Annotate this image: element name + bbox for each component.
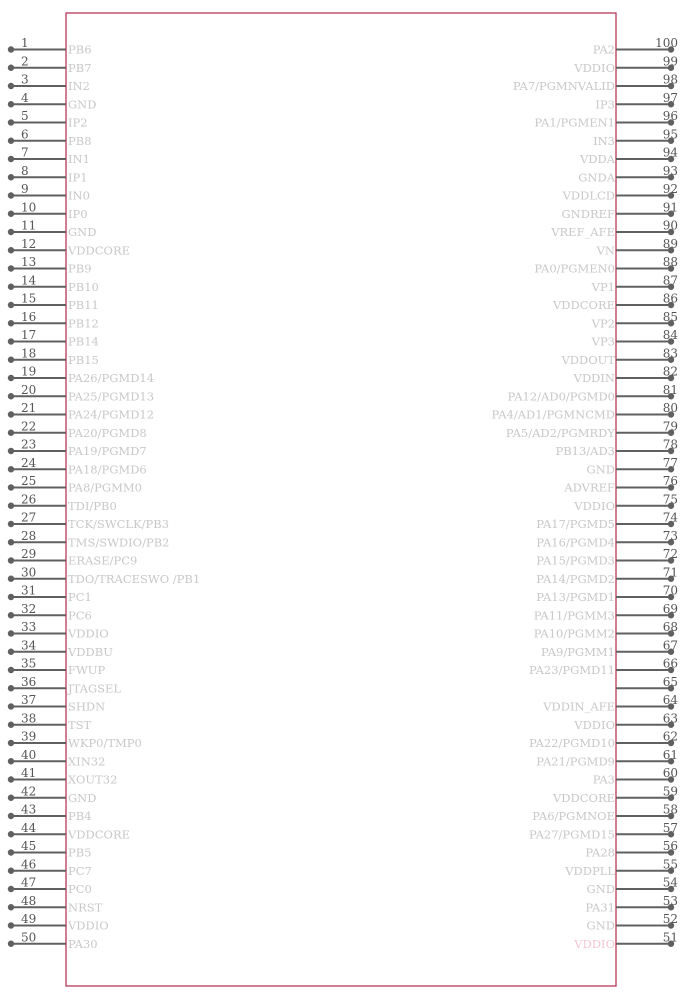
pin-number: 32 bbox=[21, 601, 37, 616]
pin-number: 59 bbox=[662, 784, 678, 799]
pin-number: 24 bbox=[21, 455, 37, 470]
pin-number: 51 bbox=[662, 930, 678, 945]
pin-number: 96 bbox=[662, 109, 678, 123]
pin-name: PB15 bbox=[68, 352, 99, 367]
pin-name: PA27/PGMD15 bbox=[528, 827, 615, 842]
pin-number: 36 bbox=[21, 674, 37, 689]
pin-69 bbox=[534, 602, 678, 623]
pin-endpoint-dot bbox=[8, 393, 14, 399]
pin-62 bbox=[529, 730, 678, 751]
pin-number: 13 bbox=[21, 255, 37, 269]
pin-name: PB10 bbox=[68, 279, 99, 294]
pin-number: 21 bbox=[21, 401, 37, 415]
pin-number: 6 bbox=[21, 127, 29, 142]
pin-number: 58 bbox=[662, 802, 678, 817]
pin-name: PA30 bbox=[68, 936, 98, 951]
pin-number: 34 bbox=[21, 638, 37, 653]
pin-number: 91 bbox=[662, 200, 678, 215]
pin-91 bbox=[561, 200, 678, 221]
pin-number: 54 bbox=[662, 875, 678, 890]
pin-number: 45 bbox=[21, 839, 37, 853]
pin-71 bbox=[536, 565, 678, 586]
pin-number: 44 bbox=[21, 820, 37, 835]
pin-number: 70 bbox=[662, 583, 678, 598]
pin-name: WKP0/TMP0 bbox=[68, 736, 142, 750]
pin-98 bbox=[513, 73, 678, 94]
pin-number: 5 bbox=[21, 109, 29, 123]
pin-number: 43 bbox=[21, 802, 37, 817]
pin-name: PA21/PGMD9 bbox=[536, 754, 615, 769]
pin-name: PA12/AD0/PGMD0 bbox=[507, 389, 615, 404]
pin-name: PA20/PGMD8 bbox=[68, 425, 147, 440]
pin-name: VDDA bbox=[579, 152, 615, 166]
pin-name: VDDIO bbox=[68, 626, 109, 641]
pin-name: IN2 bbox=[68, 79, 90, 93]
pin-name: GND bbox=[586, 462, 615, 477]
pin-name: PA1/PGMEN1 bbox=[534, 115, 615, 130]
pin-number: 37 bbox=[21, 693, 37, 707]
pin-number: 4 bbox=[21, 90, 29, 105]
pin-name: VP3 bbox=[591, 334, 615, 349]
pin-name: VREF_AFE bbox=[551, 225, 615, 239]
pin-endpoint-dot bbox=[8, 466, 14, 472]
pin-number: 57 bbox=[662, 820, 678, 835]
pin-endpoint-dot bbox=[8, 685, 14, 691]
pin-number: 83 bbox=[662, 346, 678, 361]
pin-name: GNDREF bbox=[561, 206, 615, 221]
pin-endpoint-dot bbox=[8, 174, 14, 180]
pin-51 bbox=[573, 930, 678, 951]
pin-number: 55 bbox=[662, 857, 678, 872]
pin-endpoint-dot bbox=[8, 484, 14, 490]
pin-number: 28 bbox=[21, 528, 37, 543]
pin-name: PB9 bbox=[68, 261, 92, 276]
pin-5 bbox=[8, 109, 88, 130]
pin-number: 88 bbox=[662, 255, 678, 269]
pin-endpoint-dot bbox=[8, 46, 14, 52]
pin-name: PA24/PGMD12 bbox=[68, 407, 155, 422]
pin-endpoint-dot bbox=[8, 886, 14, 892]
pin-number: 19 bbox=[21, 364, 37, 379]
pin-number: 49 bbox=[21, 912, 37, 926]
pin-endpoint-dot bbox=[8, 612, 14, 618]
pin-name: GND bbox=[68, 225, 97, 239]
pin-name: IN0 bbox=[68, 188, 90, 203]
pin-name: VP1 bbox=[591, 279, 615, 294]
pin-endpoint-dot bbox=[8, 430, 14, 436]
pin-endpoint-dot bbox=[8, 265, 14, 271]
pin-number: 82 bbox=[662, 364, 678, 379]
pin-name: TMS/SWDIO/PB2 bbox=[68, 535, 170, 550]
pin-name: GND bbox=[68, 97, 97, 112]
pin-name: PA18/PGMD6 bbox=[68, 462, 147, 477]
pin-name: PA23/PGMD11 bbox=[528, 663, 615, 677]
pin-number: 97 bbox=[662, 90, 678, 105]
pin-endpoint-dot bbox=[8, 411, 14, 417]
pin-number: 84 bbox=[662, 328, 678, 342]
pin-name: VDDIO bbox=[574, 60, 615, 75]
pin-number: 22 bbox=[21, 419, 37, 434]
pin-number: 66 bbox=[662, 656, 678, 671]
pin-number: 67 bbox=[662, 638, 678, 653]
pin-number: 23 bbox=[21, 437, 37, 452]
pin-name: PA11/PGMM3 bbox=[533, 608, 615, 623]
pin-name: VDDIN bbox=[573, 371, 615, 385]
pin-endpoint-dot bbox=[8, 594, 14, 600]
pin-endpoint-dot bbox=[8, 338, 14, 344]
pin-number: 20 bbox=[21, 382, 37, 397]
pin-number: 99 bbox=[662, 54, 678, 69]
pin-90 bbox=[550, 219, 678, 240]
pin-number: 62 bbox=[662, 729, 678, 744]
pin-endpoint-dot bbox=[8, 211, 14, 217]
pin-name: PB11 bbox=[68, 298, 99, 312]
pin-endpoint-dot bbox=[8, 503, 14, 509]
pin-name: GND bbox=[586, 882, 615, 896]
pin-name: PB5 bbox=[68, 845, 92, 860]
pin-endpoint-dot bbox=[8, 156, 14, 162]
pin-57 bbox=[529, 821, 678, 842]
pin-number: 11 bbox=[21, 218, 37, 233]
pin-name: PA0/PGMEN0 bbox=[534, 261, 615, 276]
pin-number: 53 bbox=[662, 893, 678, 908]
pin-number: 33 bbox=[21, 620, 37, 634]
pin-70 bbox=[536, 584, 678, 605]
pin-name: PA4/AD1/PGMNCMD bbox=[491, 407, 615, 422]
pin-number: 85 bbox=[662, 309, 678, 324]
pin-number: 56 bbox=[662, 839, 678, 853]
pin-number: 71 bbox=[662, 565, 678, 580]
pin-number: 78 bbox=[662, 437, 678, 452]
pin-number: 30 bbox=[21, 565, 37, 580]
pin-name: SHDN bbox=[68, 699, 106, 714]
pin-name: PA16/PGMD4 bbox=[536, 535, 615, 550]
pin-name: IN3 bbox=[593, 133, 615, 148]
pin-number: 81 bbox=[662, 382, 678, 397]
pin-name: XIN32 bbox=[68, 754, 106, 769]
pin-number: 92 bbox=[662, 182, 678, 196]
pin-name: PA10/PGMM2 bbox=[533, 626, 615, 641]
pin-79 bbox=[506, 419, 678, 440]
pin-name: IP0 bbox=[68, 206, 88, 221]
pin-name: PC1 bbox=[68, 590, 92, 604]
pin-96 bbox=[534, 109, 678, 130]
pin-number: 48 bbox=[21, 893, 37, 908]
pin-name: PA19/PGMD7 bbox=[68, 444, 147, 458]
pin-endpoint-dot bbox=[8, 813, 14, 819]
pin-name: IN1 bbox=[68, 152, 90, 166]
pin-74 bbox=[536, 511, 678, 532]
pin-endpoint-dot bbox=[8, 357, 14, 363]
pin-number: 63 bbox=[662, 711, 678, 726]
pin-number: 52 bbox=[662, 912, 678, 926]
pin-73 bbox=[536, 529, 678, 550]
pin-number: 3 bbox=[21, 72, 29, 87]
pin-72 bbox=[536, 547, 678, 568]
left-pin-group bbox=[8, 36, 200, 951]
pin-8 bbox=[8, 164, 88, 185]
right-pin-group bbox=[492, 36, 679, 951]
pin-67 bbox=[541, 638, 678, 659]
pin-name: VDDIO bbox=[68, 918, 109, 933]
pin-name: PB14 bbox=[68, 334, 99, 349]
pin-endpoint-dot bbox=[8, 65, 14, 71]
pin-endpoint-dot bbox=[8, 138, 14, 144]
pin-number: 47 bbox=[21, 875, 37, 890]
pin-number: 95 bbox=[662, 127, 678, 142]
pin-name: VP2 bbox=[591, 316, 615, 331]
pin-76 bbox=[563, 474, 678, 495]
pin-number: 29 bbox=[21, 547, 37, 561]
pin-number: 100 bbox=[655, 36, 678, 50]
pin-endpoint-dot bbox=[8, 247, 14, 253]
pin-endpoint-dot bbox=[8, 630, 14, 636]
pin-endpoint-dot bbox=[8, 776, 14, 782]
pin-number: 15 bbox=[21, 291, 37, 306]
pin-endpoint-dot bbox=[8, 922, 14, 928]
pin-number: 25 bbox=[21, 474, 37, 488]
pin-name: VDDPLL bbox=[565, 863, 615, 878]
pin-number: 8 bbox=[21, 163, 29, 178]
pin-name: PC6 bbox=[68, 608, 92, 623]
pin-81 bbox=[508, 383, 678, 404]
pin-endpoint-dot bbox=[8, 101, 14, 107]
pin-name: PB4 bbox=[68, 809, 92, 823]
pin-name: VDDIO bbox=[574, 498, 615, 513]
pin-number: 72 bbox=[662, 547, 678, 561]
pin-name: GND bbox=[586, 918, 615, 933]
pin-endpoint-dot bbox=[8, 904, 14, 910]
pin-number: 42 bbox=[21, 784, 37, 799]
pin-name: PB13/AD3 bbox=[555, 444, 615, 458]
pin-name: VDDIO bbox=[574, 936, 615, 951]
pin-name: XOUT32 bbox=[68, 772, 118, 787]
pin-number: 98 bbox=[662, 72, 678, 87]
pin-name: TCK/SWCLK/PB3 bbox=[68, 517, 170, 531]
pin-number: 1 bbox=[21, 36, 29, 50]
pin-number: 17 bbox=[21, 328, 37, 342]
pin-number: 26 bbox=[21, 492, 37, 507]
pin-number: 40 bbox=[21, 747, 37, 762]
pin-endpoint-dot bbox=[8, 849, 14, 855]
pin-name: VDDIO bbox=[574, 717, 615, 732]
pin-name: PA5/AD2/PGMRDY bbox=[505, 425, 615, 440]
pin-number: 46 bbox=[21, 857, 37, 872]
pin-number: 7 bbox=[21, 145, 29, 160]
pin-number: 89 bbox=[662, 236, 678, 251]
pin-endpoint-dot bbox=[8, 795, 14, 801]
pin-name: VDDCORE bbox=[552, 790, 615, 805]
pin-endpoint-dot bbox=[8, 703, 14, 709]
pin-61 bbox=[536, 748, 678, 769]
pin-endpoint-dot bbox=[8, 722, 14, 728]
pin-name: GND bbox=[68, 790, 97, 805]
pin-name: VDDLCD bbox=[562, 188, 615, 203]
pin-number: 27 bbox=[21, 510, 37, 525]
pin-number: 14 bbox=[21, 273, 37, 288]
pin-92 bbox=[562, 182, 678, 203]
pin-number: 10 bbox=[21, 200, 37, 215]
pin-number: 68 bbox=[662, 620, 678, 634]
pin-endpoint-dot bbox=[8, 192, 14, 198]
pin-number: 12 bbox=[21, 236, 37, 251]
pin-name: JTAGSEL bbox=[68, 681, 122, 696]
pin-endpoint-dot bbox=[8, 448, 14, 454]
pin-name: PA3 bbox=[592, 772, 615, 787]
pin-endpoint-dot bbox=[8, 539, 14, 545]
pin-name: PA31 bbox=[585, 900, 615, 915]
pin-66 bbox=[529, 657, 678, 678]
pin-number: 39 bbox=[21, 729, 37, 744]
pin-name: PA6/PGMNOE bbox=[532, 809, 615, 823]
pin-65 bbox=[616, 675, 678, 692]
pin-endpoint-dot bbox=[8, 740, 14, 746]
pin-59 bbox=[552, 784, 678, 805]
pin-name: ADVREF bbox=[564, 480, 615, 495]
pin-number: 35 bbox=[21, 656, 37, 671]
pin-name: PA2 bbox=[592, 42, 615, 57]
pin-number: 74 bbox=[662, 510, 678, 525]
pin-endpoint-dot bbox=[8, 557, 14, 563]
pin-name: PA22/PGMD10 bbox=[528, 736, 615, 750]
pin-number: 9 bbox=[21, 182, 29, 196]
pin-80 bbox=[492, 401, 678, 422]
pin-number: 31 bbox=[21, 583, 37, 598]
pin-name: VDDCORE bbox=[68, 827, 131, 842]
pin-number: 94 bbox=[662, 145, 678, 160]
pin-number: 65 bbox=[662, 674, 678, 689]
pin-number: 76 bbox=[662, 474, 678, 488]
pin-number: 90 bbox=[662, 218, 678, 233]
pin-endpoint-dot bbox=[8, 649, 14, 655]
pin-name: TDO/TRACESWO /PB1 bbox=[68, 571, 201, 586]
pin-name: PB8 bbox=[68, 133, 92, 148]
pin-name: VDDBU bbox=[68, 644, 113, 659]
pin-number: 80 bbox=[662, 401, 678, 415]
pin-name: PA28 bbox=[585, 845, 615, 860]
pin-name: PA14/PGMD2 bbox=[536, 571, 615, 586]
pin-55 bbox=[564, 857, 678, 878]
pin-30 bbox=[8, 565, 200, 586]
pin-number: 73 bbox=[662, 528, 678, 543]
pin-10 bbox=[8, 200, 88, 221]
pin-name: FWUP bbox=[68, 663, 106, 677]
pin-endpoint-dot bbox=[8, 667, 14, 673]
pin-name: VDDCORE bbox=[68, 243, 131, 258]
pin-68 bbox=[534, 620, 678, 641]
pin-name: PA13/PGMD1 bbox=[536, 590, 615, 604]
pin-endpoint-dot bbox=[8, 83, 14, 89]
pin-name: PC7 bbox=[68, 863, 92, 878]
pin-endpoint-dot bbox=[8, 576, 14, 582]
pin-name: IP3 bbox=[595, 97, 615, 112]
pin-number: 69 bbox=[662, 601, 678, 616]
pin-name: IP1 bbox=[68, 170, 88, 185]
pin-number: 75 bbox=[662, 492, 678, 507]
pin-endpoint-dot bbox=[8, 284, 14, 290]
pin-endpoint-dot bbox=[8, 229, 14, 235]
pin-number: 86 bbox=[662, 291, 678, 306]
pin-83 bbox=[560, 346, 678, 367]
pin-number: 61 bbox=[662, 747, 678, 762]
pin-name: VDDCORE bbox=[552, 298, 615, 312]
pin-endpoint-dot bbox=[8, 831, 14, 837]
pin-number: 64 bbox=[662, 693, 678, 707]
pin-endpoint-dot bbox=[8, 521, 14, 527]
pin-number: 79 bbox=[662, 419, 678, 434]
pin-name: PA8/PGMM0 bbox=[68, 480, 142, 495]
pin-endpoint-dot bbox=[8, 941, 14, 947]
pin-86 bbox=[552, 292, 678, 313]
pin-name: PC0 bbox=[68, 882, 92, 896]
pin-number: 2 bbox=[21, 54, 29, 69]
pin-number: 18 bbox=[21, 346, 37, 361]
pin-endpoint-dot bbox=[8, 375, 14, 381]
pin-50 bbox=[8, 930, 98, 951]
pin-88 bbox=[534, 255, 678, 276]
pin-64 bbox=[542, 693, 678, 714]
pin-name: VN bbox=[596, 243, 615, 258]
pin-name: PA25/PGMD13 bbox=[68, 389, 155, 404]
pin-number: 60 bbox=[662, 766, 678, 780]
pin-name: IP2 bbox=[68, 115, 88, 130]
pin-name: PA9/PGMM1 bbox=[541, 644, 615, 659]
pin-name: PB7 bbox=[68, 60, 92, 75]
pin-number: 93 bbox=[662, 163, 678, 178]
pin-endpoint-dot bbox=[8, 320, 14, 326]
pin-endpoint-dot bbox=[8, 302, 14, 308]
pin-endpoint-dot bbox=[8, 868, 14, 874]
pin-58 bbox=[532, 803, 678, 824]
pin-name: ERASE/PC9 bbox=[68, 553, 138, 568]
pin-name: PB6 bbox=[68, 42, 92, 57]
pin-name: TST bbox=[68, 717, 92, 732]
pin-name: PA7/PGMNVALID bbox=[512, 79, 615, 93]
pin-name: TDI/PB0 bbox=[68, 498, 117, 513]
pin-name: NRST bbox=[68, 900, 103, 915]
pin-name: PA26/PGMD14 bbox=[68, 371, 155, 385]
pin-number: 87 bbox=[662, 273, 678, 288]
pin-number: 50 bbox=[21, 930, 37, 945]
pin-name: PA17/PGMD5 bbox=[536, 517, 615, 531]
pin-name: VDDIN_AFE bbox=[543, 699, 615, 714]
pin-number: 38 bbox=[21, 711, 37, 726]
pin-endpoint-dot bbox=[8, 119, 14, 125]
pin-endpoint-dot bbox=[8, 758, 14, 764]
pin-name: PA15/PGMD3 bbox=[536, 553, 615, 568]
pin-name: GNDA bbox=[578, 170, 615, 185]
pin-number: 16 bbox=[21, 309, 37, 324]
pin-78 bbox=[555, 438, 678, 459]
pin-name: PB12 bbox=[68, 316, 99, 331]
pin-number: 77 bbox=[662, 455, 678, 470]
pin-number: 41 bbox=[21, 766, 37, 780]
pin-name: VDDOUT bbox=[561, 352, 615, 367]
